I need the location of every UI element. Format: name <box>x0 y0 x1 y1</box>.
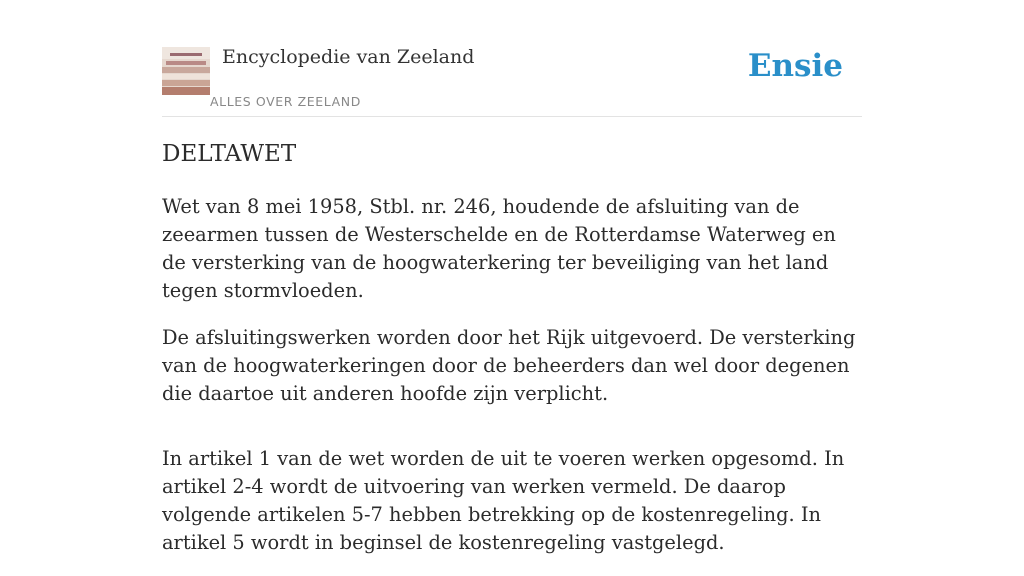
ensie-logo-link[interactable]: Ensie <box>747 48 843 84</box>
article-paragraph: In artikel 1 van de wet worden de uit te voeren werken opgesomd. In artikel 2-4 wordt de uitvoering van werken vermeld. De daarop volgende artikelen 5-7 hebben betrekking op de kostenregeling. In artikel 5 wordt in beginsel de kostenregeling vastgelegd. <box>162 447 845 554</box>
site-header <box>162 44 862 117</box>
article-paragraph: De afsluitingswerken worden door het Rijk uitgevoerd. De versterking van de hoogwaterkeringen door de beheerders dan wel door degenen die daartoe uit anderen hoofde zijn verplicht. <box>162 326 856 405</box>
site-title-link[interactable]: Encyclopedie van Zeeland <box>222 46 475 68</box>
site-tagline: ALLES OVER ZEELAND <box>210 94 361 109</box>
article <box>162 138 862 576</box>
book-stack-avatar-icon[interactable] <box>162 47 210 95</box>
article-paragraph: Wet van 8 mei 1958, Stbl. nr. 246, houdende de afsluiting van de zeearmen tussen de Westerschelde en de Rotterdamse Waterweg en de versterking van de hoogwaterkering ter beveiliging van het land tegen stormvloeden. <box>162 195 836 302</box>
article-title: DELTAWET <box>162 141 297 167</box>
